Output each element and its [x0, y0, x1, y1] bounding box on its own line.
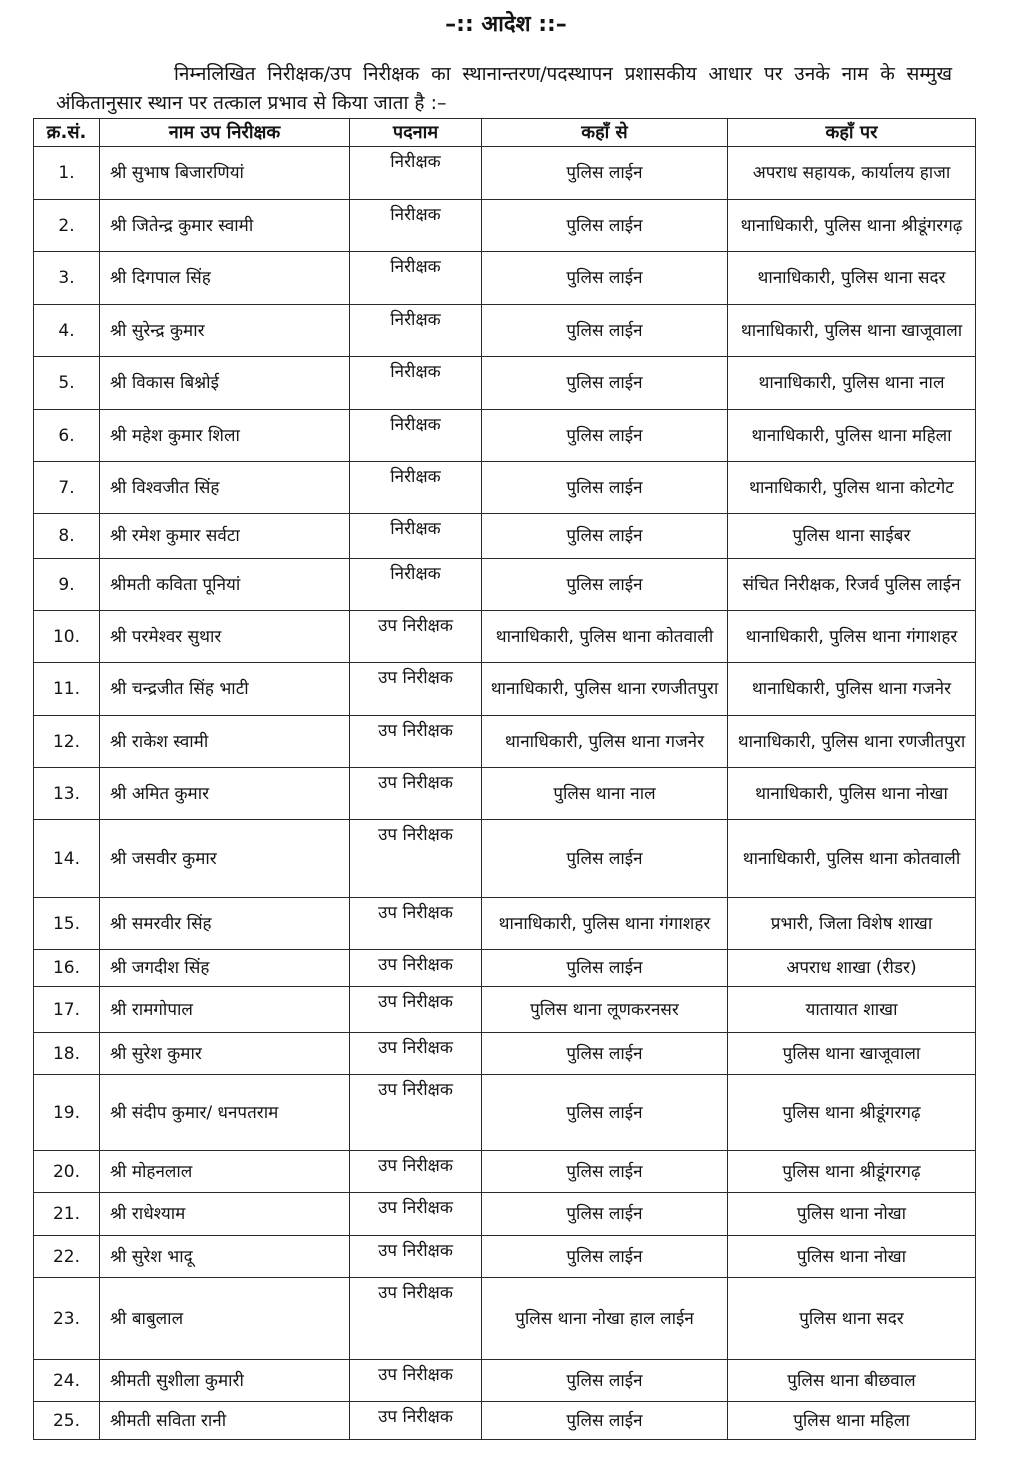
- cell-to: पुलिस थाना नोखा: [728, 1236, 976, 1278]
- cell-to: अपराध शाखा (रीडर): [728, 950, 976, 987]
- cell-from: थानाधिकारी, पुलिस थाना गजनेर: [482, 716, 728, 768]
- cell-name: श्री विश्वजीत सिंह: [100, 462, 350, 514]
- table-row: [34, 663, 976, 716]
- cell-serial: 4.: [34, 305, 100, 357]
- header-serial: क्र.सं.: [34, 119, 100, 147]
- cell-name: श्री राधेश्याम: [100, 1193, 350, 1236]
- cell-designation: उप निरीक्षक: [350, 1360, 482, 1402]
- cell-from: पुलिस लाईन: [482, 514, 728, 559]
- cell-designation: उप निरीक्षक: [350, 1151, 482, 1193]
- cell-name: श्री सुरेश कुमार: [100, 1033, 350, 1075]
- cell-to: पुलिस थाना श्रीडूंगरगढ़: [728, 1151, 976, 1193]
- cell-designation: निरीक्षक: [350, 462, 482, 514]
- cell-from: पुलिस लाईन: [482, 462, 728, 514]
- cell-from: पुलिस लाईन: [482, 357, 728, 410]
- cell-from: पुलिस लाईन: [482, 559, 728, 611]
- cell-from: पुलिस थाना नाल: [482, 768, 728, 820]
- cell-designation: उप निरीक्षक: [350, 820, 482, 898]
- cell-serial: 23.: [34, 1278, 100, 1360]
- cell-from: पुलिस थाना नोखा हाल लाईन: [482, 1278, 728, 1360]
- cell-serial: 11.: [34, 663, 100, 716]
- cell-designation: उप निरीक्षक: [350, 663, 482, 716]
- cell-from: पुलिस लाईन: [482, 1360, 728, 1402]
- cell-serial: 13.: [34, 768, 100, 820]
- cell-to: थानाधिकारी, पुलिस थाना कोटगेट: [728, 462, 976, 514]
- table-row: [34, 1360, 976, 1402]
- cell-to: पुलिस थाना श्रीडूंगरगढ़: [728, 1075, 976, 1151]
- cell-serial: 7.: [34, 462, 100, 514]
- cell-to: थानाधिकारी, पुलिस थाना कोतवाली: [728, 820, 976, 898]
- table-row: [34, 950, 976, 987]
- table-row: [34, 611, 976, 663]
- table-row: [34, 1033, 976, 1075]
- table-row: [34, 357, 976, 410]
- table-row: [34, 898, 976, 950]
- header-from: कहाँ से: [482, 119, 728, 147]
- cell-to: थानाधिकारी, पुलिस थाना नाल: [728, 357, 976, 410]
- cell-name: श्री समरवीर सिंह: [100, 898, 350, 950]
- cell-from: पुलिस लाईन: [482, 1033, 728, 1075]
- cell-to: यातायात शाखा: [728, 987, 976, 1033]
- cell-from: थानाधिकारी, पुलिस थाना गंगाशहर: [482, 898, 728, 950]
- cell-name: श्री मोहनलाल: [100, 1151, 350, 1193]
- cell-name: श्री अमित कुमार: [100, 768, 350, 820]
- cell-to: पुलिस थाना महिला: [728, 1402, 976, 1440]
- cell-designation: निरीक्षक: [350, 305, 482, 357]
- intro-paragraph: [56, 60, 952, 118]
- table-row: [34, 716, 976, 768]
- cell-designation: उप निरीक्षक: [350, 1278, 482, 1360]
- table-row: [34, 559, 976, 611]
- cell-to: पुलिस थाना सदर: [728, 1278, 976, 1360]
- cell-serial: 22.: [34, 1236, 100, 1278]
- cell-serial: 1.: [34, 147, 100, 200]
- table-row: [34, 987, 976, 1033]
- cell-to: पुलिस थाना नोखा: [728, 1193, 976, 1236]
- cell-serial: 20.: [34, 1151, 100, 1193]
- order-title: –:: आदेश ::–: [445, 12, 567, 37]
- cell-serial: 2.: [34, 200, 100, 252]
- cell-designation: निरीक्षक: [350, 147, 482, 200]
- cell-to: थानाधिकारी, पुलिस थाना रणजीतपुरा: [728, 716, 976, 768]
- cell-serial: 5.: [34, 357, 100, 410]
- cell-serial: 6.: [34, 410, 100, 462]
- cell-name: श्रीमती सविता रानी: [100, 1402, 350, 1440]
- cell-from: पुलिस लाईन: [482, 305, 728, 357]
- cell-from: पुलिस लाईन: [482, 1193, 728, 1236]
- cell-serial: 24.: [34, 1360, 100, 1402]
- cell-to: थानाधिकारी, पुलिस थाना नोखा: [728, 768, 976, 820]
- cell-serial: 25.: [34, 1402, 100, 1440]
- cell-designation: निरीक्षक: [350, 514, 482, 559]
- cell-designation: निरीक्षक: [350, 357, 482, 410]
- cell-from: पुलिस लाईन: [482, 147, 728, 200]
- table-row: [34, 1075, 976, 1151]
- cell-from: पुलिस लाईन: [482, 820, 728, 898]
- cell-from: पुलिस लाईन: [482, 1075, 728, 1151]
- cell-designation: उप निरीक्षक: [350, 1402, 482, 1440]
- cell-from: पुलिस लाईन: [482, 410, 728, 462]
- cell-name: श्री जसवीर कुमार: [100, 820, 350, 898]
- cell-name: श्री विकास बिश्नोई: [100, 357, 350, 410]
- table-row: [34, 1151, 976, 1193]
- table-row: [34, 1402, 976, 1440]
- cell-from: पुलिस लाईन: [482, 1236, 728, 1278]
- table-body: [34, 147, 976, 1440]
- cell-serial: 8.: [34, 514, 100, 559]
- cell-to: थानाधिकारी, पुलिस थाना गजनेर: [728, 663, 976, 716]
- cell-name: श्रीमती कविता पूनियां: [100, 559, 350, 611]
- cell-designation: उप निरीक्षक: [350, 987, 482, 1033]
- cell-to: पुलिस थाना बीछवाल: [728, 1360, 976, 1402]
- cell-designation: निरीक्षक: [350, 410, 482, 462]
- cell-serial: 19.: [34, 1075, 100, 1151]
- header-to: कहाँ पर: [728, 119, 976, 147]
- cell-designation: निरीक्षक: [350, 559, 482, 611]
- cell-serial: 18.: [34, 1033, 100, 1075]
- cell-name: श्रीमती सुशीला कुमारी: [100, 1360, 350, 1402]
- cell-serial: 10.: [34, 611, 100, 663]
- cell-serial: 21.: [34, 1193, 100, 1236]
- cell-to: पुलिस थाना साईबर: [728, 514, 976, 559]
- table-row: [34, 768, 976, 820]
- cell-serial: 9.: [34, 559, 100, 611]
- cell-name: श्री रामगोपाल: [100, 987, 350, 1033]
- cell-designation: उप निरीक्षक: [350, 1075, 482, 1151]
- cell-from: पुलिस थाना लूणकरनसर: [482, 987, 728, 1033]
- cell-designation: उप निरीक्षक: [350, 716, 482, 768]
- cell-name: श्री रमेश कुमार सर्वटा: [100, 514, 350, 559]
- cell-name: श्री सुरेन्द्र कुमार: [100, 305, 350, 357]
- cell-designation: उप निरीक्षक: [350, 898, 482, 950]
- cell-designation: उप निरीक्षक: [350, 1193, 482, 1236]
- cell-name: श्री जगदीश सिंह: [100, 950, 350, 987]
- table-row: [34, 820, 976, 898]
- cell-designation: उप निरीक्षक: [350, 950, 482, 987]
- cell-name: श्री परमेश्वर सुथार: [100, 611, 350, 663]
- table-row: [34, 305, 976, 357]
- intro-text: निम्नलिखित निरीक्षक/उप निरीक्षक का स्थानान्तरण/पदस्थापन प्रशासकीय आधार पर उनके नाम के सम्मुख अंकितानुसार स्थान पर तत्काल प्रभाव से किया जाता है :–: [56, 63, 952, 114]
- cell-from: पुलिस लाईन: [482, 1402, 728, 1440]
- table-row: [34, 252, 976, 305]
- cell-name: श्री चन्द्रजीत सिंह भाटी: [100, 663, 350, 716]
- table-row: [34, 1278, 976, 1360]
- cell-designation: उप निरीक्षक: [350, 1236, 482, 1278]
- table-row: [34, 410, 976, 462]
- cell-name: श्री बाबुलाल: [100, 1278, 350, 1360]
- cell-from: पुलिस लाईन: [482, 252, 728, 305]
- table-row: [34, 1236, 976, 1278]
- cell-to: थानाधिकारी, पुलिस थाना श्रीडूंगरगढ़: [728, 200, 976, 252]
- cell-to: संचित निरीक्षक, रिजर्व पुलिस लाईन: [728, 559, 976, 611]
- cell-name: श्री महेश कुमार शिला: [100, 410, 350, 462]
- cell-name: श्री जितेन्द्र कुमार स्वामी: [100, 200, 350, 252]
- cell-serial: 16.: [34, 950, 100, 987]
- cell-name: श्री राकेश स्वामी: [100, 716, 350, 768]
- cell-serial: 3.: [34, 252, 100, 305]
- transfer-table: [33, 118, 976, 1440]
- cell-serial: 15.: [34, 898, 100, 950]
- cell-to: अपराध सहायक, कार्यालय हाजा: [728, 147, 976, 200]
- cell-to: पुलिस थाना खाजूवाला: [728, 1033, 976, 1075]
- cell-from: पुलिस लाईन: [482, 200, 728, 252]
- cell-designation: निरीक्षक: [350, 252, 482, 305]
- table-row: [34, 462, 976, 514]
- cell-serial: 12.: [34, 716, 100, 768]
- table-row: [34, 147, 976, 200]
- cell-to: थानाधिकारी, पुलिस थाना खाजूवाला: [728, 305, 976, 357]
- cell-to: थानाधिकारी, पुलिस थाना सदर: [728, 252, 976, 305]
- cell-from: पुलिस लाईन: [482, 950, 728, 987]
- cell-from: पुलिस लाईन: [482, 1151, 728, 1193]
- cell-name: श्री दिगपाल सिंह: [100, 252, 350, 305]
- header-name: नाम उप निरीक्षक: [100, 119, 350, 147]
- cell-to: थानाधिकारी, पुलिस थाना महिला: [728, 410, 976, 462]
- header-designation: पदनाम: [350, 119, 482, 147]
- cell-to: प्रभारी, जिला विशेष शाखा: [728, 898, 976, 950]
- cell-name: श्री संदीप कुमार/ धनपतराम: [100, 1075, 350, 1151]
- cell-serial: 14.: [34, 820, 100, 898]
- cell-designation: उप निरीक्षक: [350, 768, 482, 820]
- cell-from: थानाधिकारी, पुलिस थाना कोतवाली: [482, 611, 728, 663]
- table-row: [34, 200, 976, 252]
- table-row: [34, 514, 976, 559]
- cell-designation: उप निरीक्षक: [350, 611, 482, 663]
- cell-designation: निरीक्षक: [350, 200, 482, 252]
- cell-designation: उप निरीक्षक: [350, 1033, 482, 1075]
- table-header-row: [34, 119, 976, 147]
- cell-serial: 17.: [34, 987, 100, 1033]
- cell-name: श्री सुभाष बिजारणियां: [100, 147, 350, 200]
- table-row: [34, 1193, 976, 1236]
- cell-name: श्री सुरेश भादू: [100, 1236, 350, 1278]
- cell-from: थानाधिकारी, पुलिस थाना रणजीतपुरा: [482, 663, 728, 716]
- cell-to: थानाधिकारी, पुलिस थाना गंगाशहर: [728, 611, 976, 663]
